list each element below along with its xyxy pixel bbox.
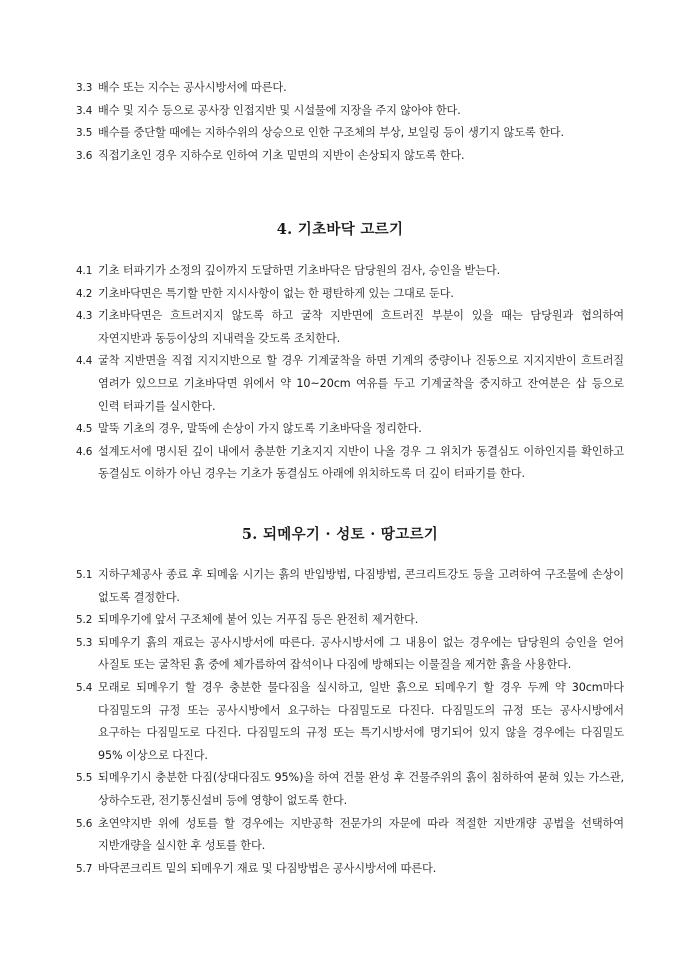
list-item — [0, 858, 680, 881]
list-item — [0, 100, 680, 123]
list-item — [0, 632, 680, 677]
list-item — [0, 260, 680, 283]
list-item — [0, 418, 680, 441]
item-number: 4.2 — [76, 287, 93, 300]
item-text: 기초바닥면은 흐트러지지 않도록 하고 굴착 지반면에 흐트러진 부분이 있을 때는 담당원과 협의하여 자연지반과 동등이상의 지내력을 갖도록 조치한다. — [98, 309, 624, 345]
item-text: 되메우기 흙의 재료는 공사시방서에 따른다. 공사시방서에 그 내용이 없는 경우에는 담당원의 승인을 얻어 사질토 또는 굴착된 흙 중에 체가름하여 잡석이나 다짐에 방해되는 이물질을 제거한 흙을 사용한다. — [98, 635, 624, 672]
section-4-heading: 4. 기초바닥 고르기 — [276, 221, 404, 238]
item-text: 배수를 중단할 때에는 지하수위의 상승으로 인한 구조체의 부상, 보일링 등이 생기지 않도록 한다. — [98, 126, 564, 140]
item-text: 기초 터파기가 소정의 깊이까지 도달하면 기초바닥은 담당원의 검사, 승인을 받는다. — [98, 264, 501, 277]
item-number: 5.2 — [76, 614, 93, 627]
list-item — [0, 350, 680, 418]
list-item — [0, 283, 680, 306]
item-number: 4.4 — [76, 355, 93, 368]
item-text: 설계도서에 명시된 깊이 내에서 충분한 기초지지 지반이 나올 경우 그 위치가 동결심도 이하인지를 확인하고 동결심도 이하가 아닌 경우는 기초가 동결심도 아래에 위치하도록 더 깊이 터파기를 한다. — [98, 444, 624, 481]
list-item — [0, 609, 680, 632]
item-text: 지하구체공사 종료 후 되메움 시기는 흙의 반입방법, 다짐방법, 콘크리트강도 등을 고려하여 구조물에 손상이 없도록 결정한다. — [98, 568, 624, 604]
item-number: 4.1 — [76, 265, 93, 277]
item-text: 직접기초인 경우 지하수로 인하여 기초 밑면의 지반이 손상되지 않도록 한다. — [98, 148, 465, 162]
item-number: 3.4 — [76, 104, 93, 117]
item-text: 초연약지반 위에 성토를 할 경우에는 지반공학 전문가의 자문에 따라 적절한 지반개량 공법을 선택하여 지반개량을 실시한 후 성토를 한다. — [98, 816, 624, 853]
item-text: 기초바닥면은 특기할 만한 지시사항이 없는 한 평탄하게 있는 그대로 둔다. — [98, 286, 454, 300]
item-number: 3.3 — [76, 82, 93, 94]
list-item — [0, 441, 680, 486]
list-item — [0, 77, 680, 100]
item-number: 4.5 — [76, 423, 93, 436]
item-number: 4.3 — [76, 310, 93, 323]
item-number: 5.5 — [76, 772, 93, 785]
item-text: 말뚝 기초의 경우, 말뚝에 손상이 가지 않도록 기초바닥을 정리한다. — [98, 422, 422, 436]
section-4-list — [0, 260, 680, 486]
item-number: 5.7 — [76, 862, 93, 875]
item-text: 배수 또는 지수는 공사시방서에 따른다. — [98, 81, 287, 94]
section-3-list — [0, 77, 680, 167]
item-number: 4.6 — [76, 445, 93, 458]
list-item — [0, 767, 680, 812]
item-number: 3.6 — [76, 149, 93, 162]
item-text: 되메우기에 앞서 구조체에 붙어 있는 거푸집 등은 완전히 제거한다. — [98, 613, 419, 627]
item-text: 바닥콘크리트 밑의 되메우기 재료 및 다짐방법은 공사시방서에 따른다. — [98, 861, 437, 875]
list-item — [0, 564, 680, 609]
item-text: 모래로 되메우기 할 경우 충분한 물다짐을 실시하고, 일반 흙으로 되메우기 할 경우 두께 약 30cm마다 다짐밀도의 규정 또는 공사시방에서 요구하는 다짐밀도로 다진다. 다짐밀도의 규정 또는 공사시방에서 요구하는 다짐밀도로 다진다. 다짐밀도의 규정 또는 특기시방서에 명기되어 있지 않을 경우에는 다짐밀도 95% 이상으로 다진다. — [98, 680, 624, 762]
list-item — [0, 677, 680, 767]
item-number: 3.5 — [76, 127, 93, 140]
item-number: 5.4 — [76, 681, 93, 694]
item-text: 되메우기시 충분한 다짐(상대다짐도 95%)을 하여 건물 완성 후 건물주위의 흙이 침하하여 묻혀 있는 가스관, 상하수도관, 전기통신설비 등에 영향이 없도록 한다. — [98, 771, 624, 807]
item-number: 5.6 — [76, 817, 93, 830]
item-text: 배수 및 지수 등으로 공사장 인접지반 및 시설물에 지장을 주지 않아야 한다. — [98, 103, 461, 117]
list-item — [0, 145, 680, 168]
section-5-list — [0, 564, 680, 880]
list-item — [0, 813, 680, 858]
item-number: 5.3 — [76, 636, 93, 649]
list-item — [0, 305, 680, 350]
section-5-heading: 5. 되메우기 · 성토 · 땅고르기 — [241, 526, 439, 543]
item-text: 굴착 지반면을 직접 지지지반으로 할 경우 기계굴착을 하면 기계의 중량이나 진동으로 지지지반이 흐트러질 염려가 있으므로 기초바닥면 위에서 약 10~20cm 여유를 두고 기계굴착을 중지하고 잔여분은 삽 등으로 인력 터파기를 실시한다. — [98, 354, 624, 413]
item-number: 5.1 — [76, 569, 93, 581]
list-item — [0, 122, 680, 145]
